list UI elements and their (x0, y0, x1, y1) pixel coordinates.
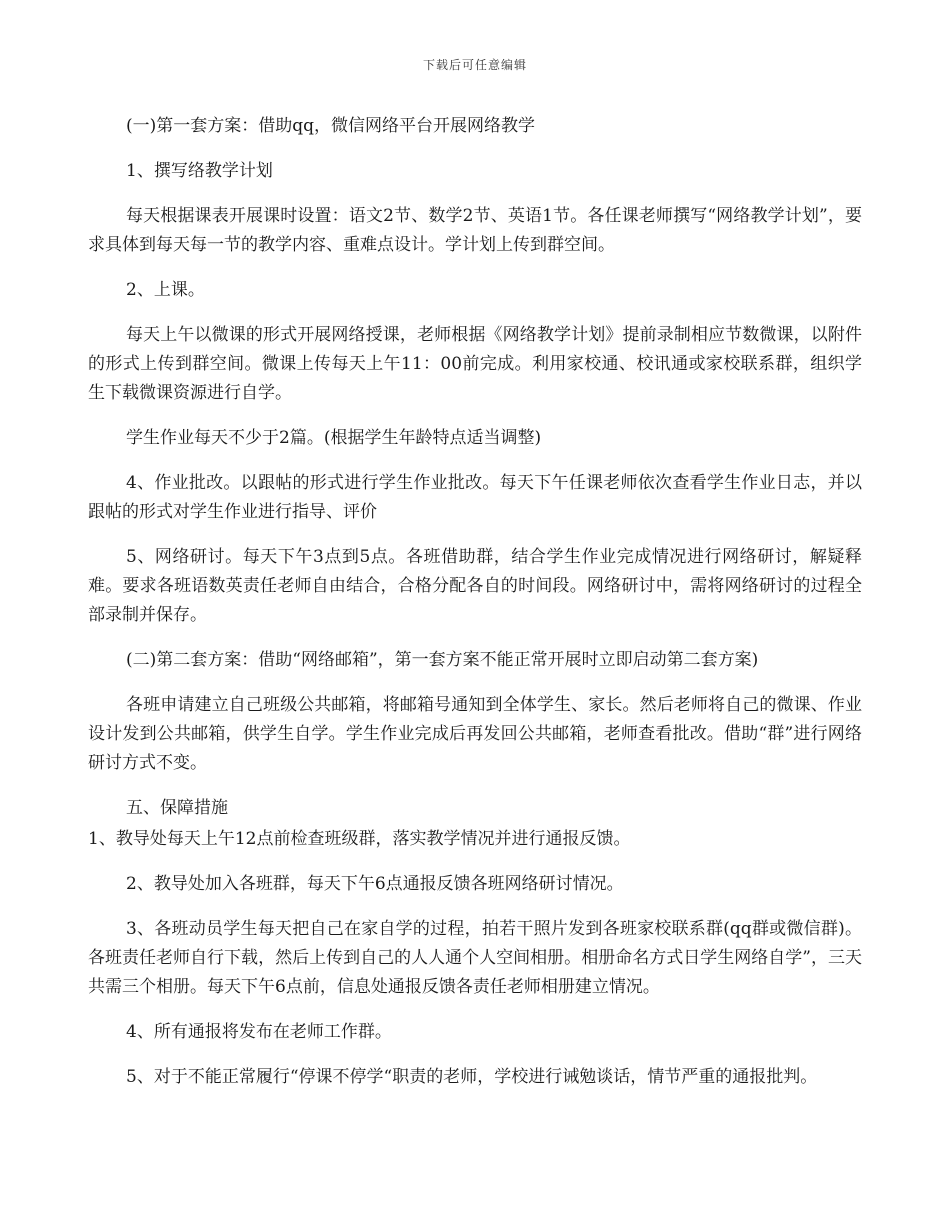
section-heading-plan-one: (一)第一套方案：借助qq，微信网络平台开展网络教学 (126, 116, 536, 136)
paragraph-microlesson: 每天上午以微课的形式开展网络授课，老师根据《网络教学计划》提前录制相应节数微课，以附件的形式上传到群空间。微课上传每天上午11：00前完成。利用家校通、校讯通或家校联系群，组织学生下载微课资源进行自学。 (88, 325, 862, 403)
safeguard-item-2: 2、教导处加入各班群，每天下午6点通报反馈各班网络研讨情况。 (126, 874, 624, 894)
section-heading-safeguards: 五、保障措施 (126, 798, 228, 818)
item-1-heading: 1、撰写络教学计划 (126, 161, 273, 181)
safeguard-item-5: 5、对于不能正常履行“停课不停学“职责的老师，学校进行诫勉谈话，情节严重的通报批判。 (126, 1067, 818, 1087)
paragraph-public-mailbox: 各班申请建立自己班级公共邮箱，将邮箱号通知到全体学生、家长。然后老师将自己的微课、作业设计发到公共邮箱，供学生自学。学生作业完成后再发回公共邮箱，老师查看批改。借助“群”进行网络研讨方式不变。 (88, 695, 862, 773)
safeguard-item-1: 1、教导处每天上午12点前检查班级群，落实教学情况并进行通报反馈。 (88, 829, 631, 849)
section-heading-plan-two: (二)第二套方案：借助“网络邮箱”，第一套方案不能正常开展时立即启动第二套方案) (126, 650, 759, 670)
safeguard-item-4: 4、所有通报将发布在老师工作群。 (126, 1022, 392, 1042)
safeguard-item-3: 3、各班动员学生每天把自己在家自学的过程，拍若干照片发到各班家校联系群(qq群或微信群)。各班责任老师自行下载，然后上传到自己的人人通个人空间相册。相册命名方式日学生网络自学”，三天共需三个相册。每天下午6点前，信息处通报反馈各责任老师相册建立情况。 (88, 919, 862, 997)
item-2-heading: 2、上课。 (126, 280, 205, 300)
paragraph-lesson-setup: 每天根据课表开展课时设置：语文2节、数学2节、英语1节。各任课老师撰写“网络教学计划”，要求具体到每天每一节的教学内容、重难点设计。学计划上传到群空间。 (88, 206, 862, 255)
page-header: 下载后可任意编辑 (422, 58, 527, 72)
item-4-grading: 4、作业批改。以跟帖的形式进行学生作业批改。每天下午任课老师依次查看学生作业日志，并以跟帖的形式对学生作业进行指导、评价 (88, 473, 862, 522)
document-body (88, 112, 862, 1108)
paragraph-homework-count: 学生作业每天不少于2篇。(根据学生年龄特点适当调整) (126, 428, 542, 448)
item-5-online-discussion: 5、网络研讨。每天下午3点到5点。各班借助群，结合学生作业完成情况进行网络研讨，解疑释难。要求各班语数英责任老师自由结合，合格分配各自的时间段。网络研讨中，需将网络研讨的过程全部录制并保存。 (88, 547, 862, 625)
